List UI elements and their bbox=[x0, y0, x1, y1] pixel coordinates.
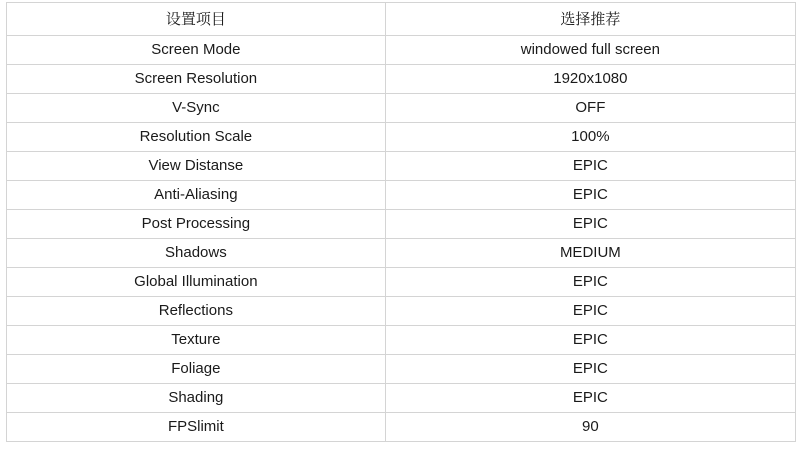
row-item-label: Screen Mode bbox=[7, 36, 386, 65]
row-item-label: FPSlimit bbox=[7, 413, 386, 442]
row-item-value: EPIC bbox=[385, 384, 795, 413]
row-item-label: View Distanse bbox=[7, 152, 386, 181]
table-row bbox=[7, 152, 796, 181]
row-item-value: EPIC bbox=[385, 152, 795, 181]
table-header-row bbox=[7, 3, 796, 36]
row-item-label: Resolution Scale bbox=[7, 123, 386, 152]
row-item-value: 1920x1080 bbox=[385, 65, 795, 94]
row-item-value: windowed full screen bbox=[385, 36, 795, 65]
row-item-value: EPIC bbox=[385, 355, 795, 384]
row-item-label: Shading bbox=[7, 384, 386, 413]
row-item-value: EPIC bbox=[385, 297, 795, 326]
table-row bbox=[7, 94, 796, 123]
row-item-value: OFF bbox=[385, 94, 795, 123]
row-item-label: Global Illumination bbox=[7, 268, 386, 297]
table-row bbox=[7, 268, 796, 297]
row-item-label: Foliage bbox=[7, 355, 386, 384]
table-row bbox=[7, 239, 796, 268]
table-row bbox=[7, 384, 796, 413]
table-row bbox=[7, 123, 796, 152]
row-item-value: EPIC bbox=[385, 268, 795, 297]
table-row bbox=[7, 326, 796, 355]
settings-table bbox=[6, 2, 796, 442]
table-row bbox=[7, 210, 796, 239]
row-item-value: 90 bbox=[385, 413, 795, 442]
table-body bbox=[7, 3, 796, 442]
table-row bbox=[7, 413, 796, 442]
row-item-value: EPIC bbox=[385, 326, 795, 355]
row-item-value: MEDIUM bbox=[385, 239, 795, 268]
header-cell-value: 选择推荐 bbox=[385, 3, 795, 36]
row-item-value: 100% bbox=[385, 123, 795, 152]
table-row bbox=[7, 355, 796, 384]
table-row bbox=[7, 297, 796, 326]
row-item-value: EPIC bbox=[385, 210, 795, 239]
row-item-label: V-Sync bbox=[7, 94, 386, 123]
table-row bbox=[7, 181, 796, 210]
table-row bbox=[7, 36, 796, 65]
row-item-label: Post Processing bbox=[7, 210, 386, 239]
row-item-label: Texture bbox=[7, 326, 386, 355]
table-row bbox=[7, 65, 796, 94]
row-item-value: EPIC bbox=[385, 181, 795, 210]
header-cell-item: 设置项目 bbox=[7, 3, 386, 36]
row-item-label: Shadows bbox=[7, 239, 386, 268]
row-item-label: Anti-Aliasing bbox=[7, 181, 386, 210]
row-item-label: Reflections bbox=[7, 297, 386, 326]
row-item-label: Screen Resolution bbox=[7, 65, 386, 94]
